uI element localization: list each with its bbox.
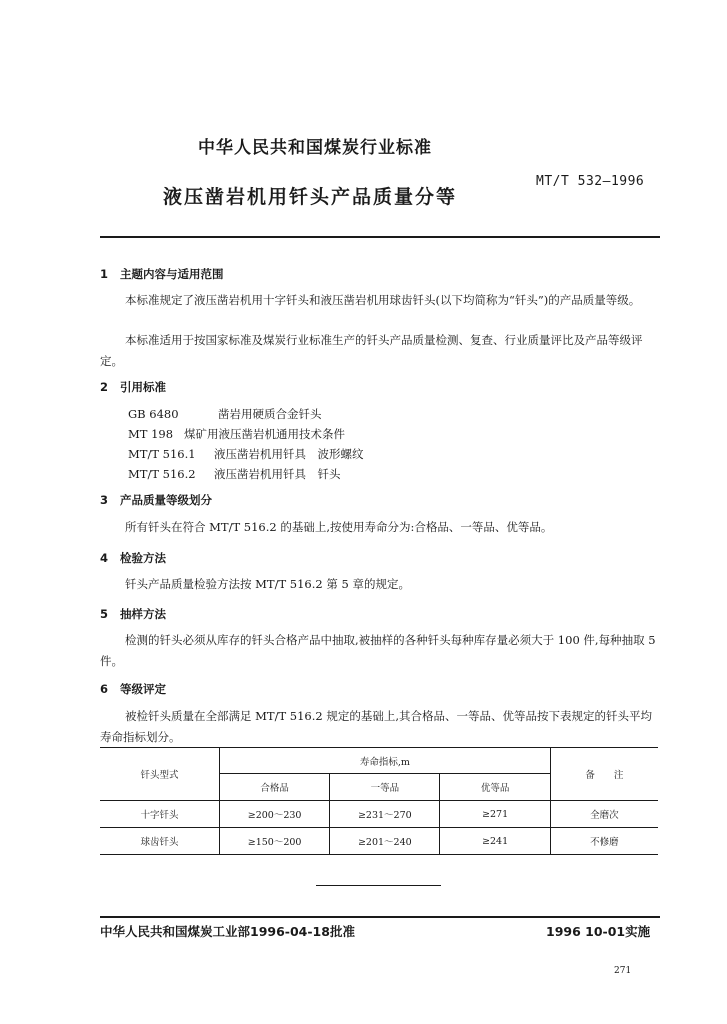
effective-date: 1996 10-01实施 xyxy=(546,924,651,939)
grade-table xyxy=(100,747,658,855)
end-rule xyxy=(316,885,441,886)
reference-item xyxy=(128,444,364,464)
cell-qualified: ≥200～230 xyxy=(219,801,329,828)
section-title: 产品质量等级划分 xyxy=(120,493,212,507)
cell-remark: 不修磨 xyxy=(550,828,658,855)
section-number: 6 xyxy=(100,682,109,696)
section-number: 3 xyxy=(100,493,109,507)
section-title: 主题内容与适用范围 xyxy=(120,267,224,281)
section-6-heading xyxy=(100,681,166,697)
section-2-heading xyxy=(100,379,166,395)
cell-superior: ≥271 xyxy=(440,801,550,828)
header-remark: 备 注 xyxy=(550,748,658,801)
table-header-row xyxy=(100,748,658,774)
section-number: 2 xyxy=(100,380,109,394)
reference-item xyxy=(128,404,322,424)
reference-name: 煤矿用液压凿岩机通用技术条件 xyxy=(184,427,345,441)
header-life-index: 寿命指标,m xyxy=(219,748,550,774)
header-grade-superior: 优等品 xyxy=(440,774,550,801)
section-1-paragraph-1: 本标准规定了液压凿岩机用十字钎头和液压凿岩机用球齿钎头(以下均简称为“钎头”)的产品质量等级。 xyxy=(125,293,641,307)
document-title: 液压凿岩机用钎头产品质量分等 xyxy=(163,186,458,208)
standard-category-title: 中华人民共和国煤炭行业标准 xyxy=(198,138,432,158)
section-5-heading xyxy=(100,606,166,622)
reference-code: MT/T 516.1 xyxy=(128,447,196,461)
section-title: 检验方法 xyxy=(120,551,166,565)
section-title: 等级评定 xyxy=(120,682,166,696)
section-title: 引用标准 xyxy=(120,380,166,394)
header-grade-qualified: 合格品 xyxy=(219,774,329,801)
cell-qualified: ≥150～200 xyxy=(219,828,329,855)
cell-superior: ≥241 xyxy=(440,828,550,855)
section-number: 1 xyxy=(100,267,109,281)
footer-rule xyxy=(100,916,660,918)
cell-remark: 全磨次 xyxy=(550,801,658,828)
approval-text: 中华人民共和国煤炭工业部1996-04-18批准 xyxy=(100,924,355,939)
header-rule xyxy=(100,236,660,238)
section-3-heading xyxy=(100,492,212,508)
reference-item xyxy=(128,464,341,484)
section-4-paragraph: 钎头产品质量检验方法按 MT/T 516.2 第 5 章的规定。 xyxy=(125,577,411,591)
section-number: 5 xyxy=(100,607,109,621)
table-row xyxy=(100,828,658,855)
section-number: 4 xyxy=(100,551,109,565)
cell-bit-type: 十字钎头 xyxy=(100,801,219,828)
standard-code: MT/T 532—1996 xyxy=(536,174,645,189)
section-6-paragraph: 被检钎头质量在全部满足 MT/T 516.2 规定的基础上,其合格品、一等品、优等品按下表规定的钎头平均寿命指标划分。 xyxy=(100,709,653,744)
section-3-paragraph: 所有钎头在符合 MT/T 516.2 的基础上,按使用寿命分为:合格品、一等品、优等品。 xyxy=(125,520,553,534)
cell-first: ≥231～270 xyxy=(330,801,440,828)
cell-bit-type: 球齿钎头 xyxy=(100,828,219,855)
section-5-paragraph: 检测的钎头必须从库存的钎头合格产品中抽取,被抽样的各种钎头每种库存量必须大于 100 件,每种抽取 5 件。 xyxy=(100,633,656,668)
section-1-heading xyxy=(100,266,224,282)
header-grade-first: 一等品 xyxy=(330,774,440,801)
reference-code: GB 6480 xyxy=(128,407,179,421)
cell-first: ≥201～240 xyxy=(330,828,440,855)
section-4-heading xyxy=(100,550,166,566)
section-title: 抽样方法 xyxy=(120,607,166,621)
reference-name: 凿岩用硬质合金钎头 xyxy=(218,407,322,421)
header-bit-type: 钎头型式 xyxy=(100,748,219,801)
reference-name: 液压凿岩机用钎具 钎头 xyxy=(214,467,341,481)
reference-name: 液压凿岩机用钎具 波形螺纹 xyxy=(214,447,364,461)
reference-code: MT 198 xyxy=(128,427,174,441)
reference-item xyxy=(128,424,345,444)
reference-code: MT/T 516.2 xyxy=(128,467,196,481)
section-1-paragraph-2: 本标准适用于按国家标准及煤炭行业标准生产的钎头产品质量检测、复查、行业质量评比及产品等级评定。 xyxy=(100,333,643,368)
table-row xyxy=(100,801,658,828)
page-number: 271 xyxy=(614,966,632,976)
